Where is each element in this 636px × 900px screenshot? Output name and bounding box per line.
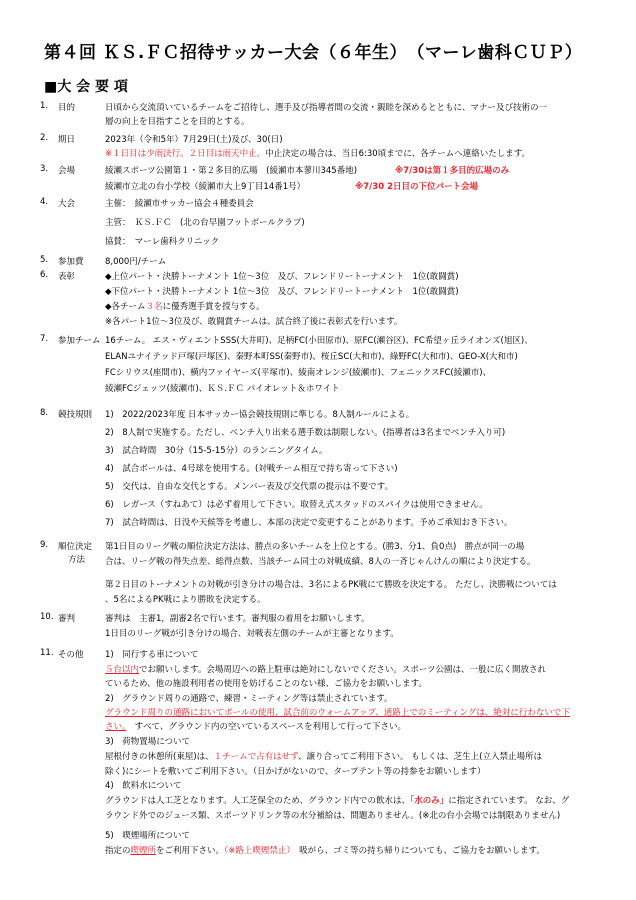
text-line: 綾瀬FCジェッツ(綾瀬市)、ＫＳ.ＦＣ パイオレット＆ホワイト bbox=[105, 384, 340, 394]
text-span: 中止決定の場合は、当日6:30頃までに、各チームへ連絡いたします。 bbox=[265, 149, 531, 159]
text-line: 日頃から交流頂いているチームをご招待し、選手及び指導者間の交流・親睦を深めるとともに、マナー及び技術の一 bbox=[105, 103, 548, 113]
text-line bbox=[105, 147, 530, 159]
red-note: さい。 bbox=[105, 722, 127, 732]
text-line: 16チーム。 エス・ヴィエントSSS(大井町)、足柄FC(小田原市)、原FC(瀬谷区)、FC希望ヶ丘ライオンズ(旭区)、 bbox=[105, 336, 533, 346]
item-number: 10. bbox=[40, 612, 54, 622]
item-number: 7. bbox=[40, 334, 49, 344]
text-line: 綾瀬市立北の台小学校（綾瀬市大上9丁目14番1号） bbox=[105, 182, 306, 192]
text-span: 、譲り合ってご利用下さい。 もしくは、芝生上(立入禁止場所は bbox=[297, 752, 542, 762]
text-line bbox=[105, 663, 546, 675]
red-note: １チームで占有はせず bbox=[213, 752, 298, 762]
item-number: 2. bbox=[40, 133, 49, 143]
text-line: 層の向上を目指すことを目的とする。 bbox=[105, 117, 250, 127]
text-line bbox=[105, 720, 406, 732]
item-label: 参加費 bbox=[58, 257, 84, 267]
item-label: 競技規則 bbox=[58, 410, 93, 420]
text-line: 主催： 綾瀬市サッカー協会４種委員会 bbox=[105, 199, 254, 209]
text-line: ラウンド外でのジュース類、スポーツドリンク等の水分補給は、問題ありません。(※北の台小会場では制限ありません) bbox=[105, 811, 561, 821]
text-span: に優秀選手賞を授与する。 bbox=[162, 302, 265, 312]
item-label: 審判 bbox=[58, 614, 76, 624]
text-line: ※各パート1位〜3位及び、敢闘賞チームは、試合終了後に表彰式を行います。 bbox=[105, 317, 403, 327]
text-line: 4) 飲料水について bbox=[105, 781, 182, 791]
item-number: 9. bbox=[40, 540, 49, 550]
item-label: 参加チーム bbox=[58, 336, 101, 346]
item-label: 順位決定 bbox=[58, 542, 93, 552]
red-note: 喫煙所 bbox=[130, 846, 157, 856]
page-title: 第４回 ＫＳ.ＦＣ招待サッカー大会（６年生） （マーレ歯科ＣＵＰ） bbox=[44, 43, 583, 63]
red-note: ※１日目は少雨決行。２日目は雨天中止。 bbox=[105, 149, 266, 159]
text-line: 2) グラウンド周りの通路で、練習・ミーティング等は禁止されています。 bbox=[105, 694, 393, 704]
text-line: 2023年（令和5年）7月29日(土)及び、30(日) bbox=[105, 135, 283, 145]
text-span: ◆各チーム bbox=[105, 302, 146, 312]
text-line: 8,000円/チーム bbox=[105, 257, 167, 267]
item-label: 大会 bbox=[58, 199, 76, 209]
item-label: 目的 bbox=[58, 103, 76, 113]
red-note: ※7/30 2日目の下位パート会場 bbox=[355, 182, 478, 192]
item-label: 方法 bbox=[68, 555, 86, 565]
text-line bbox=[105, 300, 265, 312]
red-note: （※路上喫煙禁止） bbox=[224, 846, 291, 856]
text-span: 指定の bbox=[105, 846, 131, 856]
item-number: 11. bbox=[40, 648, 54, 658]
text-span: 吸がら、ゴミ等の持ち帰りについても、ご協力をお願いします。 bbox=[290, 846, 545, 856]
red-note: ３名 bbox=[145, 302, 163, 312]
text-line: 、5名によるPK戦により勝敗を決定する。 bbox=[105, 595, 266, 605]
item-number: 8. bbox=[40, 408, 49, 418]
red-note: ５台以内 bbox=[105, 665, 140, 675]
rule-item: 1) 2022/2023年度 日本サッカー協会競技規則に準じる。8人制ルールによる。 bbox=[105, 410, 415, 420]
text-line: 協賛： マーレ歯科クリニック bbox=[105, 237, 220, 247]
text-line: ELANユナイテッド戸塚(戸塚区)、秦野本町SS(秦野市)、桜丘SC(大和市)、綠野FC(大和市)、GEO-X(大和市) bbox=[105, 352, 518, 362]
text-line: 第２日目のトーナメントの対戦が引き分けの場合は、3名によるPK戦にて勝敗を決定する。 ただし、決勝戦については bbox=[105, 580, 557, 590]
text-span: 屋根付きの休憩所(東屋)は、 bbox=[105, 752, 214, 762]
text-span: に指定されています。 なお、グ bbox=[448, 796, 570, 806]
text-line bbox=[105, 844, 545, 856]
text-line: 綾瀬スポーツ公園第１・第２多目的広場 (綾瀬市本蓼川345番地) bbox=[105, 166, 358, 176]
item-label: 表彰 bbox=[58, 272, 76, 282]
item-number: 4. bbox=[40, 197, 49, 207]
text-span: グラウンドは人工芝となります。人工芝保全のため、グラウンド内での飲水は、 bbox=[105, 796, 410, 806]
item-label: 会場 bbox=[58, 166, 76, 176]
text-line: 審判は 主審1，副審2名で行います。審判服の着用をお願いします。 bbox=[105, 614, 370, 624]
rule-item: 6) レガース（すねあて）は必ず着用して下さい。取替え式スタッドのスパイクは使用できません。 bbox=[105, 500, 488, 510]
red-note: グラウンド周りの通路においてボールの使用、試合前のウォームアップ、通路上でのミーティングは、絶対に行わないで下 bbox=[105, 708, 570, 718]
text-line: 合は、リーグ戦の得失点差、総得点数、当該チーム同士の対戦成績、8人の一斉じゃんけんの順により決定する。 bbox=[105, 557, 536, 567]
item-label: その他 bbox=[58, 650, 84, 660]
section-heading: ■大 会 要 項 bbox=[44, 79, 128, 95]
text-span: すべて、グラウンド内の空いているスペースを利用して行って下さい。 bbox=[126, 722, 407, 732]
rule-item: 4) 試合ボールは、4号球を使用する。(対戦チーム相互で持ち寄って下さい) bbox=[105, 464, 398, 474]
text-line: 主管： ＫＳ.ＦＣ (北の台早園フットボールクラブ) bbox=[105, 218, 305, 228]
text-line: 3) 荷物置場について bbox=[105, 737, 191, 747]
red-note: 「水のみ」 bbox=[409, 796, 449, 806]
item-number: 5. bbox=[40, 255, 49, 265]
item-label: 期日 bbox=[58, 135, 76, 145]
item-number: 6. bbox=[40, 270, 49, 280]
text-line: 除く)にシートを敷いてご利用下さい。（日かげがないので、タープテント等の持参をお願いします） bbox=[105, 767, 486, 777]
text-line: 1日目のリーグ戦が引き分けの場合、対戦表左側のチームが主審となります。 bbox=[105, 629, 399, 639]
text-line: 第1日目のリーグ戦の順位決定方法は、勝点の多いチームを上位とする。(勝3、分1、負0点) 勝点が同一の場 bbox=[105, 542, 525, 552]
text-line: 1) 同行する車について bbox=[105, 650, 199, 660]
text-line: 5) 喫煙場所について bbox=[105, 831, 191, 841]
red-note: ※7/30は第１多目的広場のみ bbox=[395, 166, 510, 176]
item-number: 3. bbox=[40, 164, 49, 174]
rule-item: 3) 試合時間 30分（15-5-15分）のランニングタイム。 bbox=[105, 446, 328, 456]
text-line: FCシリウス(座間市)、横内ファイヤーズ(平塚市)、綾南オレンジ(綾瀬市)、フェニックスFC(綾瀬市)、 bbox=[105, 368, 492, 378]
text-line bbox=[105, 750, 542, 762]
text-line bbox=[105, 794, 569, 806]
text-line: ているため、他の施設利用者の使用を妨げることのない様、ご協力をお願いします。 bbox=[105, 679, 427, 689]
item-number: 1. bbox=[40, 101, 49, 111]
rule-item: 5) 交代は、自由な交代とする。メンバー表及び交代票の提示は不要です。 bbox=[105, 482, 393, 492]
text-line: ◆下位パート・決勝トーナメント 1位〜3位 及び、フレンドリートーナメント 1位(敢闘賞) bbox=[105, 287, 459, 297]
rule-item: 7) 試合時間は、日没や天候等を考慮し、本部の決定で変更することがあります。予めご承知おき下さい。 bbox=[105, 518, 513, 528]
text-span: をご利用下さい。 bbox=[156, 846, 225, 856]
text-span: でお願いします。会場周辺への路上駐車は絶対にしないでください。スポーツ公園は、一般に広く開放され bbox=[139, 665, 547, 675]
text-line: ◆上位パート・決勝トーナメント 1位〜3位 及び、フレンドリートーナメント 1位(敢闘賞) bbox=[105, 272, 459, 282]
rule-item: 2) 8人制で実施する。ただし、ベンチ入り出来る選手数は制限しない。(指導者は3名までベンチ入り可) bbox=[105, 428, 506, 438]
